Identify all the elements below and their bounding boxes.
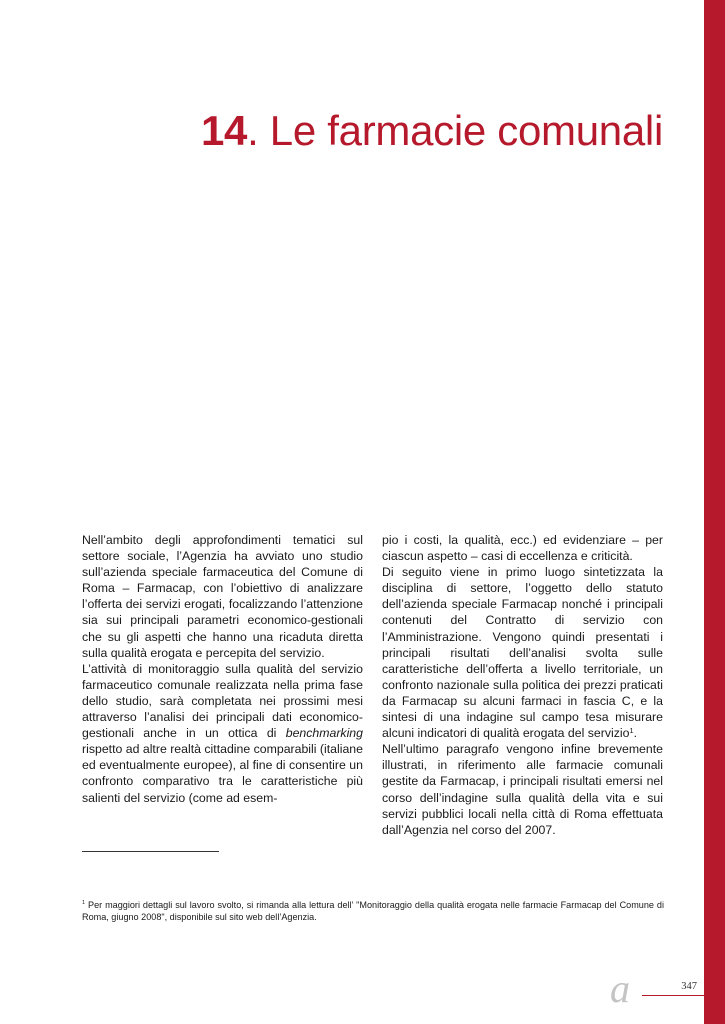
text-column-left	[82, 532, 363, 806]
paragraph-structure-text: Di seguito viene in primo luogo sintetizzata la disciplina di settore, l’oggetto dello statuto dell’azienda speciale Farmacap nonché i principali contenuti del Contratto di servizio con l’Amministrazione. Vengono quindi presentati i principali risultati dell’analisi svolta sulle caratteristiche dell’offerta a livello territoriale, un confronto nazionale sulla politica dei prezzi praticati da Farmacap su alcuni farmaci in fascia C, e la sintesi di una indagine sul campo tesa misurare alcuni indicatori di qualità erogata del servizio	[382, 565, 663, 741]
footnote-marker: 1	[82, 900, 86, 906]
paragraph-intro	[82, 532, 363, 661]
footnote-reference[interactable]: 1	[629, 726, 634, 736]
agency-a-logo-icon	[609, 972, 657, 1006]
paragraph-monitoring	[82, 661, 363, 806]
paragraph-monitoring-text-b: rispetto ad altre realtà cittadine comparabili (italiane ed eventualmente europee), al fine di consentire un confronto comparativo tra le caratteristiche più salienti del servizio (come ad esem-	[82, 742, 363, 805]
footnote	[82, 899, 664, 924]
side-accent-band	[704, 0, 725, 1024]
paragraph-last-section: Nell’ultimo paragrafo vengono infine brevemente illustrati, in riferimento alle farmacie comunali gestite da Farmacap, i principali risultati emersi nel corso dell’indagine sulla qualità della vita e sui servizi pubblici locali nella città di Roma effettuata dall’Agenzia nel corso del 2007.	[382, 742, 663, 837]
benchmarking-term: benchmarking	[285, 726, 363, 741]
text-column-right	[382, 532, 663, 838]
paragraph-structure	[382, 564, 663, 741]
footnote-divider	[82, 851, 219, 852]
footnote-text: Per maggiori dettagli sul lavoro svolto, si rimanda alla lettura dell’ "Monitoraggio della qualità erogata nelle farmacie Farmacap del Comune di Roma, giugno 2008", disponibile sul sito web dell’Agenzia.	[82, 900, 664, 923]
chapter-title-text: . Le farmacie comunali	[247, 107, 663, 154]
paragraph-continuation: pio i costi, la qualità, ecc.) ed evidenziare – per ciascun aspetto – casi di eccellenza e criticità.	[382, 533, 663, 564]
chapter-title	[0, 106, 663, 156]
paragraph-structure-end: .	[633, 726, 637, 741]
page-number: 347	[681, 981, 697, 992]
chapter-number: 14	[200, 107, 248, 154]
paragraph-intro-text: Nell’ambito degli approfondimenti tematici sul settore sociale, l’Agenzia ha avviato uno studio sull’azienda speciale farmaceutica del Comune di Roma – Farmacap, con l’obiettivo di analizzare l’offerta dei servizi erogati, focalizzando l’attenzione sia sui principali parametri economico-gestionali che su gli aspetti che hanno una ricaduta diretta sulla qualità erogata e percepita del servizio.	[82, 533, 363, 660]
paragraph-monitoring-text-a: L’attività di monitoraggio sulla qualità del servizio farmaceutico comunale realizzata nella prima fase dello studio, sarà completata nei prossimi mesi attraverso l’analisi dei principali dati economico-gestionali anche in un ottica di	[82, 661, 363, 741]
page-number-rule	[642, 995, 704, 996]
logo-glyph: a	[610, 972, 630, 1006]
